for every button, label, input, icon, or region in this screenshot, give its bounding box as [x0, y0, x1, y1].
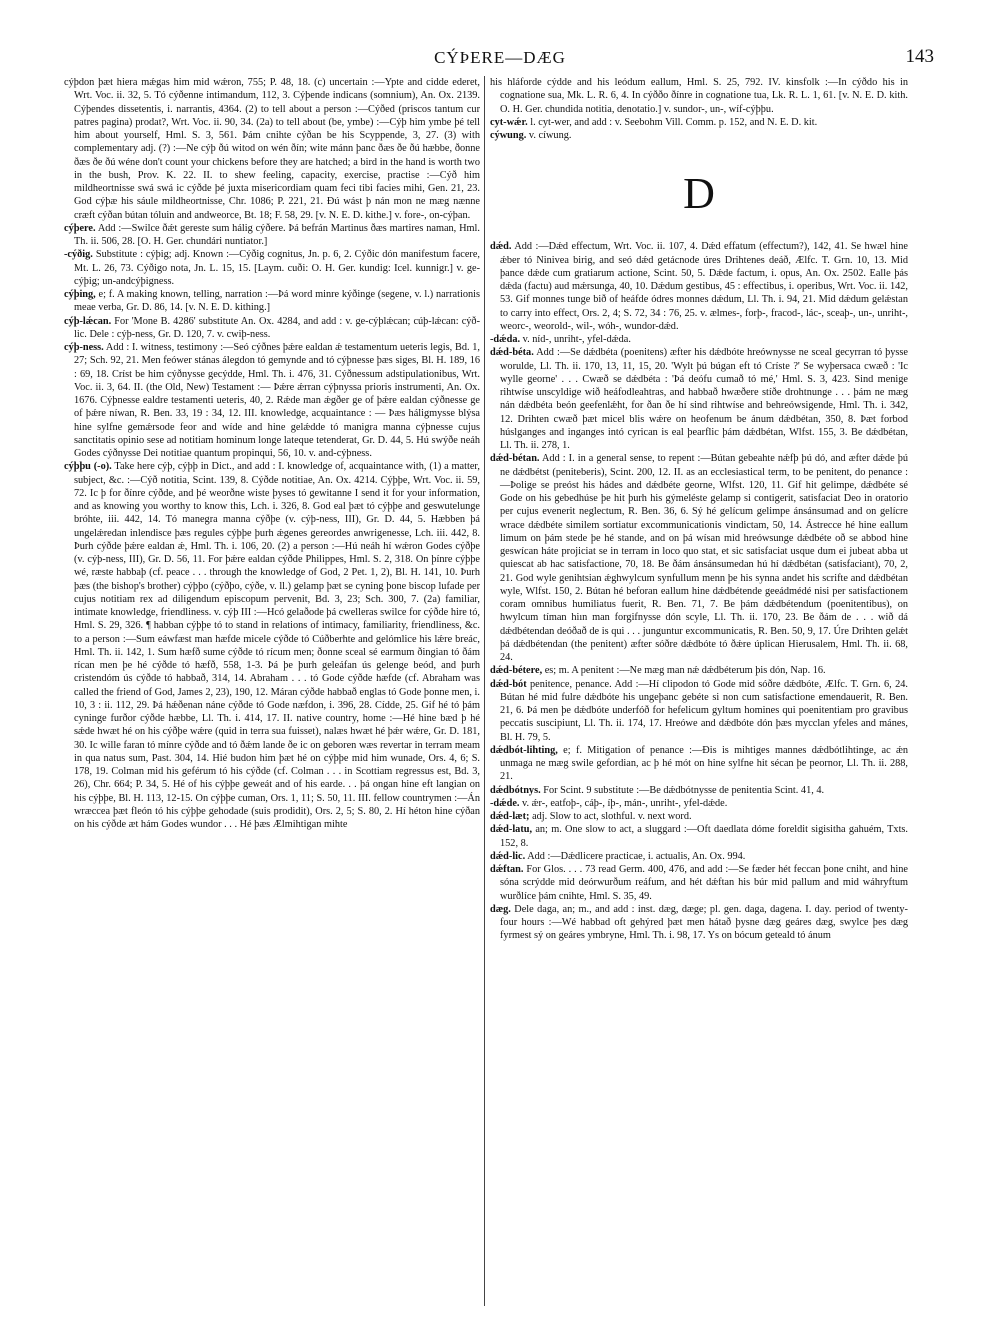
left-column	[64, 76, 480, 1306]
entry-text: For Glos. . . . 73 read Germ. 400, 476, and add :—Se fæder hét feccan þone cniht, and hine sóna scrýdde mid deórwurðum reáfum, and hét dǽftan his búr mid pallum and mid wáhryftum wurðlíce þám cnihte, Hml. S. 35, 49.	[500, 864, 908, 902]
dictionary-entry	[490, 863, 908, 903]
entry-headword: dǽd-bót	[490, 678, 527, 690]
entry-headword: dǽftan.	[490, 864, 524, 875]
dictionary-entry	[64, 288, 480, 315]
dictionary-entry	[490, 240, 908, 333]
dictionary-entry	[490, 346, 908, 452]
dictionary-entry	[490, 744, 908, 784]
entry-headword: -dǽde.	[490, 797, 520, 809]
dictionary-entry	[490, 810, 908, 823]
dictionary-entry	[490, 452, 908, 664]
dictionary-entry	[490, 129, 908, 142]
dictionary-entry	[64, 315, 480, 342]
right-column-entries-before	[490, 76, 908, 142]
page-number: 143	[905, 46, 934, 67]
entry-headword: cýwung.	[490, 130, 527, 141]
entry-text: Substitute : cýþig; adj. Known :—Cýðig cognitus, Jn. p. 6, 2. Cýðic dón manifestum facere, Mt. L. 26, 73. Cýðigo nota, Jn. L. 15, 15. [Laym. cuði: O. H. Ger. kundig: Icel. kunnigr.] v. gecýþig; un-andcýþigness.	[74, 249, 480, 287]
entry-text: Add : I. in a general sense, to repent :—Bútan gebeahte nǽfþ þú dó, and æfter dǽde þú ne dǽdbétst (peniteberis), Scint. 200, 12. II. as an ecclesiastical term, to be penitent, do penance :—Þolige se preóst his hádes and dǽdbéte georne, Wlfst. 120, 11. Gif hit gelimpe, dǽdbéte sé Gode on his gebedhúse þe hit þurh his gýmeléste gelamp si contigerit, satisfaciat Deo in oratorio per cujus evenerit neglectum, R. Ben. 36, 6. Sý hé gelícum gelimpe ánsánsumad and on gelícre wrace dǽdbéte similem sortiatur excommunicationis vindictam, 50, 14. Ástrecce hé hine eallum limum on þám stede þe hé stande, and on þá wísan mid hreówsunge dǽdbéte oð se abbod hine geswícan háte projiciat se in terram in loco quo stat, et sic satisfaciat usque dum ei jubeat abba ut quiescat ab hac satisfactione, 70, 18. Be ðám ánsánsumedan hú hí dǽdbétan (satisfaciant), 70, 2, 21. God wyle genihtsian ǽghwylcum synfullum menn þe his synna andet his scrifte and dǽdbétan wyle, Wlfst. 150, 2. Bútan hé beforan eallum hine dǽdbétende geeádmédé nisi per satisfactionem coram omnibus humiliatus fuerit, R. Ben. 71, 7. Be þám dǽdbétendum (poenitentibus), on hwylcum tíman hiın man forgifnysse dón scyle, Ll. Th. ii. 170, 23. Be ðám de . . . wið dá dǽdbétendan deóðað de is qui . . . junguntur excommunicatis, R. Ben. 50, 9, 17. Úre Drihten gelǽt þá dǽdbétendan (the penitent) æfter sóðre dǽdbóte tó ðǽre úplican Hierusalem, Hml. Th. ii. 68, 24.	[500, 453, 908, 663]
dictionary-entry	[64, 76, 480, 222]
entry-headword: cýþ-lǽcan.	[64, 315, 112, 327]
dictionary-entry	[64, 341, 480, 460]
right-column	[490, 76, 908, 1306]
entry-headword: dǽd.	[490, 241, 512, 253]
dictionary-entry	[490, 76, 908, 116]
entry-headword: -dǽda.	[490, 334, 521, 345]
entry-text: e; f. Mitigation of penance :—Ðis is mihtiges mannes dǽdbótlihtinge, ac ǽn unmaga ne mæg swile gefordian, ac þ hé mót on hine sylfne hit sécan þe peornor, Ll. Th. ii. 288, 21.	[500, 744, 908, 783]
entry-text: v. níd-, unriht-, yfel-dǽda.	[522, 334, 631, 345]
dictionary-entry	[64, 248, 480, 288]
entry-headword: dǽd-bétere,	[490, 665, 543, 677]
dictionary-entry	[64, 222, 480, 249]
entry-headword: -cýðig.	[64, 249, 93, 261]
entry-text: For Scint. 9 substitute :—Be dǽdbótnysse de penitentia Scint. 41, 4.	[543, 784, 825, 796]
entry-text: Take here cýþ, cýþþ in Dict., and add : I. knowledge of, acquaintance with, (1) a matter, subject, &c. :—Cýð notitia, Scint. 139, 8. Cýðde notitiae, An. Ox. 4214. Cýþþe, Wrt. Voc. ii. 59, 72. Ic þ for ðínre cýðde, and þé weorðne wiste þyses tó gewitanne I send it for your information, and as knowing you worthy to know this, Lch. i. 326, 8. God eal þæt tó cýþþe and geswutelunge bróhte, iii. 442, 14. Tó manegra manna cýðþe (v. cýþ-ness, III), Gr. D. 44, 5. Hæbben þá ungelǽredan inlendisce þæs regules cýþþe þurh ǽgenes gereordes anwrigenesse, Lch. iii. 442, 8. Þurh cýðde þǽre ealdan ǽ, Hml. Th. i. 106, 20. (2) a person :—Hú neáh hí wǽron Godes cýðþe (v. cýþ-ness, III), Gr. D. 56, 11. For þǽre ealdan cýðde Philippes, Hml. S. 2, 318. On þínre cýþþe wé, ræste habbaþ (cf. peace . . . through the knowledge of God, 2 Pet. 1, 2), Bl. H. 141, 10. Þurh þæs (the bishop's brother) cýþþo (cýðþo, cýðe, v. ll.) gelamp þæt se cyning þone biscop lufade per cujus notitiam rex ad diligendum episcopum pervenit, Bd. 3, 23; Sch. 300, 7. (2a) familiar, intimate knowledge, friendliness. v. cýþ III :—Hcó gelaðode þá cwelleras swilce for cýðde hire tó, Hml. S. 29, 326. ¶ habban cýþþe tó to stand in relations of intimacy, familiarity, friendliness, &c. to a person :—Sum eáwfæst man hæfde micele cýðde tó Cúðberhte and gelómlice his lǽre breác, Hml. Th. ii. 142, 1. Sum hæfð sume cýðde tó rícum men; ðonne sceal sé earmum ðingian tó ðám rícan men þe hé cýðde tó hæfð, 558, 1-3. Þá þe þurh geleáfan ús gelenge beód, and þurh cristendóm ús cýðde tó habbað, 314, 14. Abraham . . . tó Gode cýðde hæfde (cf. Abraham was called the friend of God, James 2, 23), 190, 12. Máran cýðde habbað englas tó Gode þonne men, i. 10, 3 : ii. 112, 29. Þá hǽðenan náne cýðde tó Gode næfdon, i. 396, 28. Cídde, 25. Gif hé tó þám cyninge furðor cýðde hæbbe, Ll. Th. i. 414, 17. II. native country, home :—Hé hine bæd þ hé sǽde hwæt hé on his cýðþe wǽre (quid in terra sua fuisset), nalæs hwæt hé þǽr wǽre, Gr. D. 181, 30. Ic wille faran tó mínre cýðde and tó ðǽm lande ðe ic on geboren wæs revertar in terram meam in qua natus sum, Past. 304, 14. Hié budon him þæt hé on cýþþe mid him wunade, Ors. 4, 6; S. 178, 19. Colman mid his geférum tó his cýðde (cf. Colman . . . in Scottiam regressus est, Bd. 3, 26), Chr. 664; P. 34, 5. Hé of his cýþþe geweát and of his earde. . . þá ongan hine eft langian on his cýþþe, Bl. H. 113, 12-15. On cýþþe cuman, Ors. 1, 11; S. 50, 11. III. fellow countrymen :—Án wræccea þæt fleón tó his cýþþe gehodade (suis prodidit), Ors. 2, 5; S. 80, 2. Hí héton hine cýðan on his cýðde æt hám Godes wundor . . . Hé þæs Ælmihtigan mihte	[74, 461, 480, 830]
dictionary-entry	[490, 823, 908, 850]
entry-headword: cyt-wǽr.	[490, 116, 528, 128]
entry-text: cýþdon þæt hiera mǽgas him mid wǽron, 755; P. 48, 18. (c) uncertain :—Ypte and cidde ederet, Wrt. Voc. ii. 32, 5. Tó cýðenne intimandum, 112, 3. Cýþende indicans (somnium), An. Ox. 2139. Cýþendes dissetentis, i. narrantis, 4364. (2) to tell about a person :—Cýðed (priscos tantum cur patres pagina) prodat?, Wrt. Voc. ii. 90, 34. (2a) to tell about (be, ymbe) :—Cýþ him ymbe þé tell him about yourself, Hml. S. 3, 561. Þám cnihte cýðan be his Scyppende, 3, 27. (3) with complementary adj. (?) :—Ne cýþ ðú witod on wén ðín; wite mánn þanc ðæs ðe ðú hæbbe, ðonne ðæs ðe ðú wéne don't count your chickens before they are hatched; a bird in the hand is worth two in the bush, Prov. K. 22. II. to shew feeling, capacity, exercise, practise :—Cýð him mildheortnisse swá swá ic cýðde þé juxta misericordiam quam feci tibi facies mihi, Gen. 21, 23. God cýþæ his sáule mildheortnisse, Chr. 1086; P. 221, 21. Ðú wást þ nán mon ne mæg nænne cræft cýðan bútan tóluin and andweorce, Bt. 18; F. 58, 29. [v. N. E. D. kithe.] v. fore-, on-cýþan.	[64, 77, 480, 221]
entry-headword: dǽdbótnys.	[490, 784, 541, 796]
dictionary-entry	[490, 116, 908, 129]
entry-headword: dǽd-latu,	[490, 824, 533, 836]
entry-text: an; m. One slow to act, a sluggard :—Oft daedlata dóme foreldit sigisitha gahuém, Txts. 152, 8.	[500, 824, 908, 849]
entry-text: adj. Slow to act, slothful. v. next word.	[532, 811, 692, 822]
entry-text: Add :—Se dǽdbéta (poenitens) æfter his dǽdbóte hreównysse ne sceal gecyrran tó þysse woruldе, Ll. Th. ii. 170, 13, 11, 15, 20. 'Wylt þú búgan eft tó Críste ?' Se wyþersaca cwæð : 'Ic wylle georne' . . . Cwæð se dǽdbéta : 'Þá deófu cumað tó mé,' Hml. S. 3, 423. Sind menige rihtwíse unscyldige wið heáfodleahtras, and habbað hwæðere stíðe drohtnunge . . . þám ne mæg nán dǽdbéta beón geefenlǽht, for ðan ðe hí sind rihtwíse and behreówsigende, Hml. Th. i. 342, 12. Drihten cwæð þæt micel blis wǽre on heofenum be ánum dǽdbétan, 350, 8. Þæt forbod húslganges and inganges intó cyrican is eal þearflic þám dǽdbétan, Wlfst. 155, 3. Be dǽdbétan, Ll. Th. ii. 278, 1.	[500, 347, 908, 451]
right-column-entries-after	[490, 240, 908, 942]
running-title: CÝÞERE—DÆG	[434, 48, 566, 67]
entry-text: Dele daga, an; m., and add : inst. dæg, dæge; pl. gen. daga, dagena. I. day. period of twenty-four hours :—Wé habbad oft gehýred þæt men hátað þysne dæg geáres dæg, swylce þes dæg fyrmest sý on geáres ymbryne, Hml. Th. i. 98, 17. Ys on bócum geteald tó ánum	[500, 903, 908, 942]
entry-headword: dǽd-lic.	[490, 850, 526, 862]
entry-headword: dæg.	[490, 903, 511, 915]
entry-headword: dǽd-béta.	[490, 347, 534, 359]
dictionary-entry	[490, 784, 908, 797]
entry-headword: cýþere.	[64, 222, 96, 234]
entry-headword: dǽdbót-lihting,	[490, 744, 558, 756]
dictionary-entry	[490, 664, 908, 677]
entry-text: penitence, penance. Add :—Hí clipodon tó Gode mid sóðre dǽdbóte, Ælfc. T. Grn. 6, 24. Bútan hé mid fulre dǽdbóte his ungeþanc gebéte si non cum satisfactione emendauerit, R. Ben. 21, 6. Þá men þe dǽdbóte underfóð for hefelicum gyltum homines qui poenitentiam pro gravibus peccatis suscipiunt, Ll. Th. ii. 174, 17. Hreówe and dǽdbóte dón þæs mycclan yfeles and mánes, Bl. H. 79, 5.	[500, 678, 908, 743]
entry-text: v. ǽr-, eatfoþ-, cáþ-, íþ-, mán-, unriht-, yfel-dǽde.	[522, 797, 728, 809]
dictionary-entry	[64, 460, 480, 831]
entry-text: e; f. A making known, telling, narration :—Þá word minre kýðinge (segene, v. l.) narrationis meae verba, Gr. D. 86, 14. [v. N. E. D. kithing.]	[74, 289, 480, 314]
entry-text: Add :—Swilce ðǽt gereste sum hálig cýðere. Þá befrán Martinus ðæs martires naman, Hml. Th. ii. 506, 28. [O. H. Ger. chundári nuntiator.]	[74, 222, 480, 247]
entry-headword: dǽd-læt;	[490, 811, 530, 822]
entry-text: v. cíwung.	[528, 130, 572, 141]
section-letter-heading: D	[683, 169, 715, 219]
entry-headword: cýþing,	[64, 289, 96, 300]
entry-headword: dǽd-bétan.	[490, 453, 540, 465]
entry-text: Add :—Dǽdlicere practicae, i. actualis, An. Ox. 994.	[527, 850, 746, 862]
entry-text: Add : I. witness, testimony :—Seó cýðnes þǽre ealdan ǽ testamentum ueteris legis, Bd. 1, 27; Sch. 92, 21. Men feówer stánas álegdon tó gemynde and tó cýþnesse þæs siges, Bl. H. 189, 16 : 69, 18. Críst be him cýðnysse gecýdde, Hml. Th. i. 476, 31. Cýðnessum adstipulationibus, Wrt. Voc. ii. 3, 64. II. (the Old, New) Testament :— Þǽre ǽrran cýþnyssa prioris instrumenti, An. Ox. 1676. Cýþnesse ealdre testamenti ueteris, 40, 2. Rǽde man ǽgðer ge of þǽre ealdan cýðnesse ge of þǽre níwan, R. Ben. 33, 19 : 34, 12. III. knowledge, acquaintance : — Þæs háligmysse blýsa hine sylfne gemǽrsode feor and wíde and hine gelǽdde tó manigra manna cýþnesse cujus sanctitatis opinio sese ad notitiam hominum longe lateque tetenderat, Gr. D. 44, 5. Hú swýðe neáh Godes cýðnysse Dei notitiae quantum propinqui, 56, 10. v. and-cýþness.	[74, 342, 480, 459]
entry-text: Add :—Dǽd effectum, Wrt. Voc. ii. 107, 4. Dǽd effatum (effectum?), 142, 41. Se hwæl hine ǽber tó Ninivea birig, and seó dǽd getácnode úres Drihtenes deáð, Ælfc. T. Grn. 10, 13. Mid þance dǽde cum gratiarum actione, Scint. 50, 5. Dǽde factum, i. opus, An. Ox. 2502. Ealle þás dǽda (factu) aud mǽrsunga, 40, 10. Dǽdum gestibus, 45 : effectibus, i. operibus, Wrt. Voc. ii. 142, 53. Gif monnes tunge bið of heáfde ódres monnes dǽdum, Ll. Th. i. 94, 21. Mid dǽdum gelǽstan to carry into effect, Ors. 2, 4; S. 72, 34 : 76, 25. v. ælmes-, forþ-, fracod-, lác-, sceaþ-, un-, unriht-, weorc-, weorold-, wil-, wóh-, wundor-dǽd.	[500, 241, 908, 332]
dictionary-entry	[490, 850, 908, 863]
entry-text: For 'Mone B. 4286' substitute An. Ox. 4284, and add : v. ge-cýþlǽcan; cúþ-lǽcan: cýð-lic. Dele : cýþ-ness, Gr. D. 120, 7. v. cwiþ-ness.	[74, 315, 480, 340]
dictionary-entry	[490, 903, 908, 943]
dictionary-entry	[490, 678, 908, 744]
entry-text: his hláforde cýdde and his leódum eallum, Hml. S. 25, 792. IV. kinsfolk :—In cýðdo his in cognatione sua, Mk. L. R. 6, 4. In cýððo ðínre in cognatione tua, Lk. R. L. 1, 61. [v. N. E. D. kith. O. H. Ger. chundida notitia, denotatio.] v. sundor-, un-, wíf-cýþþu.	[490, 77, 908, 115]
running-head	[64, 46, 936, 72]
dictionary-entry	[490, 797, 908, 810]
entry-text: l. cyt-wer, and add : v. Seebohm Vill. Comm. p. 152, and N. E. D. kit.	[530, 116, 818, 128]
entry-headword: cýþ-ness.	[64, 342, 104, 353]
entry-text: es; m. A penitent :—Ne mæg man nǽ dǽdbéterum þis dón, Nap. 16.	[544, 665, 826, 677]
dictionary-entry	[490, 333, 908, 346]
entry-headword: cýþþu (-o).	[64, 461, 112, 473]
column-divider	[484, 76, 485, 1306]
